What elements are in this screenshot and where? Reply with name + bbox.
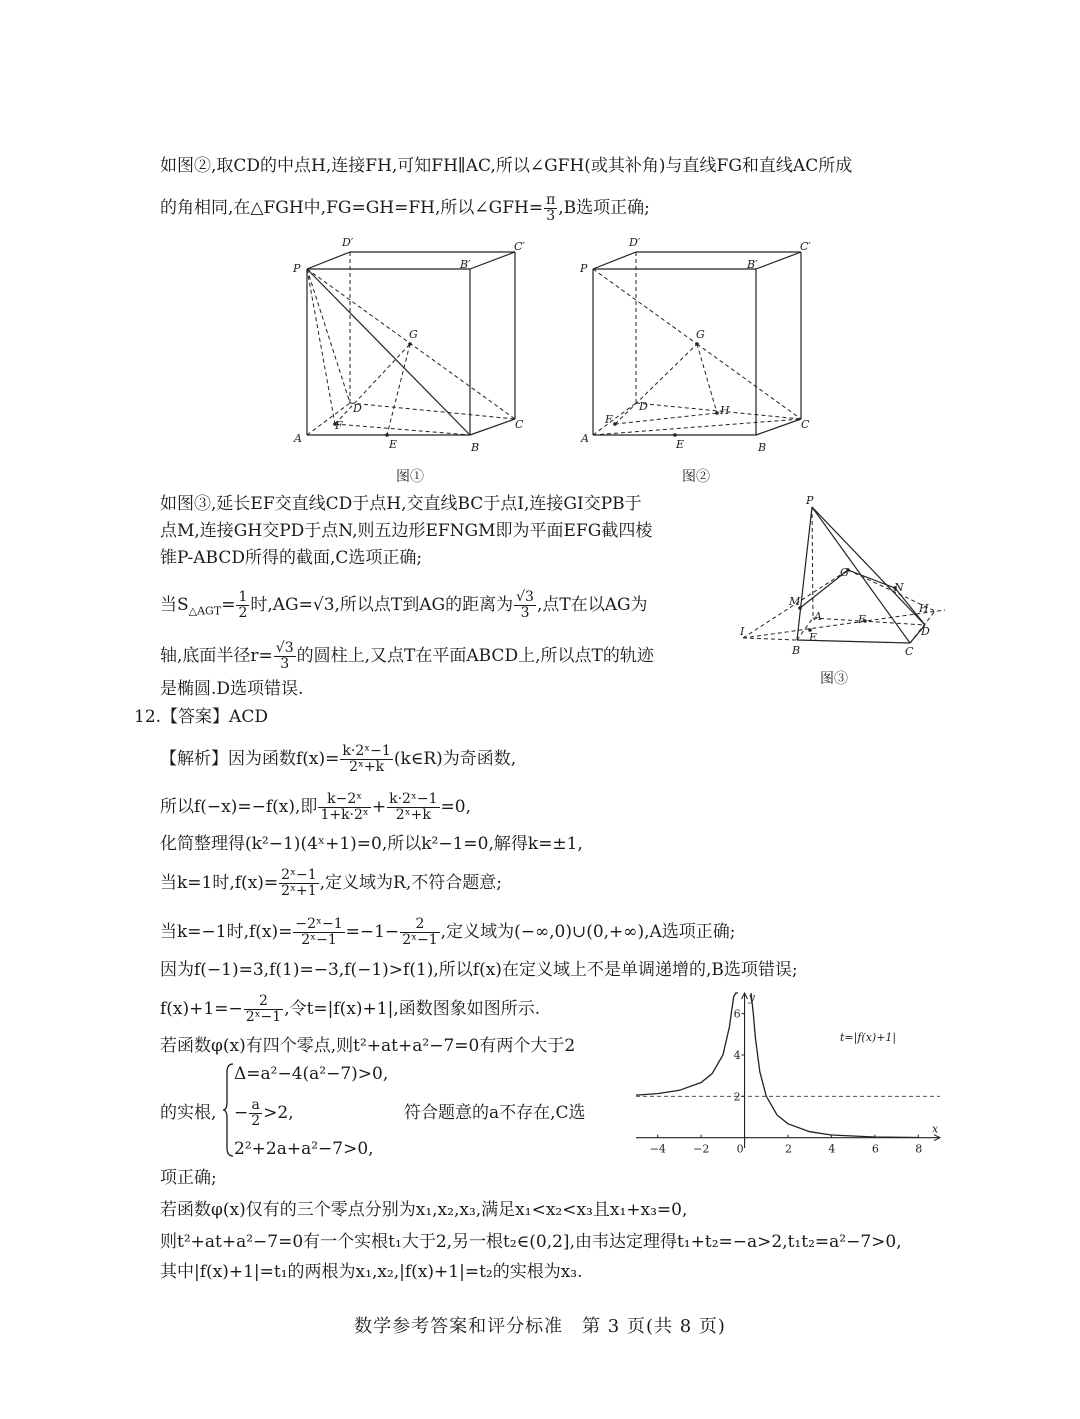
fig1-label-b1: B′ (460, 258, 471, 271)
frac-den: 2ˣ−1 (301, 932, 337, 948)
fig1-label-c: C (515, 418, 524, 431)
x-tick-label: −2 (693, 1142, 710, 1156)
fraction (244, 994, 283, 1025)
q12-line9-pre: 的实根, (160, 1103, 217, 1123)
frac-num: 1 (238, 589, 248, 605)
q12-line8: 若函数φ(x)有四个零点,则t²+at+a²−7=0有两个大于2 (160, 1036, 576, 1056)
q12-line3: 化简整理得(k²−1)(4ˣ+1)=0,所以k²−1=0,解得k=±1, (160, 834, 583, 854)
fig3-label-a: A (814, 610, 822, 623)
q12-line4 (160, 868, 502, 899)
text: 所以f(−x)=−f(x),即 (160, 797, 318, 817)
sub: △AGT (188, 604, 222, 618)
text: 因为函数f(x)= (228, 749, 340, 769)
frac-den: 2ˣ−1 (245, 1009, 282, 1025)
fig2-label-b: B (758, 441, 767, 454)
frac-den: 3 (280, 656, 290, 672)
text: ,点T在以AG为 (536, 595, 648, 615)
text: f(x)+1=− (160, 999, 243, 1019)
fig2-label-d1: D′ (629, 236, 641, 249)
frac-den: 2 (251, 1113, 261, 1129)
frac-den: 2ˣ+k (395, 807, 431, 823)
fig2-label-g: G (696, 328, 705, 341)
x-tick-label: 2 (785, 1142, 792, 1156)
fig3-label-b: B (792, 644, 801, 657)
text: >2, (263, 1103, 294, 1123)
fig2-label-h: H (720, 404, 730, 417)
fig3-label-g: G (840, 566, 849, 579)
fig1-label-g: G (409, 328, 418, 341)
fig3-label-i: I (740, 625, 745, 638)
fraction (249, 1098, 262, 1129)
fig2-label-b1: B′ (747, 258, 758, 271)
figure-3-pyramid (735, 490, 950, 665)
curve-left-branch (636, 993, 738, 1095)
chart-title: t=|f(x)+1| (840, 1031, 897, 1044)
q12-line5 (160, 917, 736, 948)
para1-line2 (160, 193, 650, 224)
frac-num: a (249, 1098, 262, 1114)
frac-num: 2ˣ−1 (281, 867, 317, 883)
text: + (371, 797, 387, 817)
fig1-label-b: B (471, 441, 480, 454)
x-tick-label: 6 (871, 1142, 879, 1156)
frac-num: −2ˣ−1 (295, 916, 343, 932)
fig1-label-d1: D′ (342, 236, 354, 249)
fig3-label-c: C (905, 645, 914, 658)
answer-tag: 【答案】 (161, 707, 230, 727)
para2-line2: 点M,连接GH交PD于点N,则五边形EFNGM即为平面EFG截四棱 (160, 521, 653, 541)
text: ,定义域为R,不符合题意; (319, 873, 502, 893)
para2-line1: 如图③,延长EF交直线CD于点H,交直线BC于点I,连接GI交PB于 (160, 494, 642, 514)
text: 轴,底面半径r= (160, 646, 273, 666)
q12-line2 (160, 792, 471, 823)
fraction (400, 917, 439, 948)
system-ineq-1: Δ=a²−4(a²−7)>0, (234, 1064, 389, 1084)
q12-line11: 若函数φ(x)仅有的三个零点分别为x₁,x₂,x₃,满足x₁<x₂<x₃且x₁+x₃=0, (160, 1200, 688, 1220)
fig3-label-f: F (858, 613, 866, 626)
q12-line12: 则t²+at+a²−7=0有一个实根t₁大于2,另一根t₂∈(0,2],由韦达定理得t₁+t₂=−a>2,t₁t₂=a²−7>0, (160, 1232, 902, 1252)
frac-den: 2ˣ+1 (281, 883, 317, 899)
y-tick-label: 4 (733, 1049, 741, 1062)
frac-num: k·2ˣ−1 (342, 743, 391, 759)
frac-num: k·2ˣ−1 (389, 791, 438, 807)
q12-line7 (160, 994, 540, 1025)
text: =0, (440, 797, 471, 817)
fraction (293, 917, 344, 948)
fig1-label-c1: C′ (514, 240, 525, 253)
para2-line3: 锥P-ABCD所得的截面,C选项正确; (160, 548, 423, 568)
x-tick-label: 4 (828, 1142, 836, 1156)
frac-den: 2ˣ−1 (402, 932, 438, 948)
x-tick-label: −4 (649, 1142, 666, 1156)
fig3-label-m: M (789, 595, 801, 608)
fig2-label-e: E (676, 438, 685, 451)
para2-line5 (160, 641, 654, 672)
q12-line13: 其中|f(x)+1|=t₁的两根为x₁,x₂,|f(x)+1|=t₂的实根为x₃. (160, 1262, 583, 1282)
system-ineq-3: 2²+2a+a²−7>0, (234, 1139, 374, 1159)
system-brace (222, 1062, 234, 1162)
system-ineq-2 (234, 1098, 294, 1129)
text: ,定义域为(−∞,0)∪(0,+∞),A选项正确; (440, 922, 736, 942)
figure-3-caption: 图③ (820, 671, 848, 687)
function-graph (630, 985, 950, 1170)
frac-num: π (546, 192, 556, 208)
y-tick-label: 2 (733, 1090, 741, 1104)
frac-num: 2 (400, 917, 439, 933)
fig2-label-p: P (580, 262, 588, 275)
fig3-label-h: H (919, 602, 929, 615)
text: − (234, 1103, 249, 1123)
fraction (274, 641, 296, 672)
fig1-label-a: A (294, 432, 302, 445)
para1-line2-text-b: ,B选项正确; (558, 198, 650, 218)
question-number: 12. (134, 707, 162, 727)
fig2-label-c1: C′ (800, 240, 811, 253)
text: 时,AG=√3,所以点T到AG的距离为 (250, 595, 514, 615)
fig1-label-e: E (389, 438, 398, 451)
fig1-label-p: P (293, 262, 301, 275)
page-footer: 数学参考答案和评分标准 第 3 页(共 8 页) (354, 1316, 726, 1337)
fraction (387, 792, 439, 823)
y-tick-label: 6 (733, 1007, 741, 1021)
q12-line10: 项正确; (160, 1168, 217, 1188)
fraction (279, 868, 318, 899)
frac-den: 3 (520, 605, 530, 621)
q12-line6: 因为f(−1)=3,f(1)=−3,f(−1)>f(1),所以f(x)在定义域上不是单调递增的,B选项错误; (160, 960, 798, 980)
figure-2-cube (575, 232, 825, 462)
q12-line1 (160, 744, 516, 775)
y-axis-label: y (748, 991, 755, 1004)
frac-num: √3 (275, 640, 294, 656)
fig2-label-a: A (581, 432, 589, 445)
text: =−1− (345, 922, 400, 942)
x-tick-label: 0 (736, 1142, 744, 1156)
text: (k∈R)为奇函数, (393, 749, 517, 769)
text: 当k=−1时,f(x)= (160, 922, 293, 942)
fig3-label-p: P (806, 494, 814, 507)
fig2-label-d: D (639, 400, 648, 413)
fig1-label-d: D (353, 402, 362, 415)
text: ,令t=|f(x)+1|,函数图象如图所示. (284, 999, 541, 1019)
q12-line9-post: 符合题意的a不存在,C选 (404, 1103, 586, 1123)
pi-over-3-fraction (544, 193, 557, 224)
fig3-label-n: N (894, 581, 904, 594)
figure-1-cube (285, 232, 535, 462)
x-tick-label: 8 (915, 1142, 923, 1156)
figure-1-caption: 图① (396, 469, 424, 485)
text: 当k=1时,f(x)= (160, 873, 279, 893)
fig2-label-c: C (801, 418, 810, 431)
answer-value: ACD (229, 707, 268, 727)
frac-num: √3 (516, 589, 534, 605)
q12-answer-line (134, 705, 268, 729)
text: 当S (160, 595, 189, 615)
para2-line4 (160, 590, 648, 621)
fig3-label-e: E (809, 631, 818, 644)
para1-line1: 如图②,取CD的中点H,连接FH,可知FH∥AC,所以∠GFH(或其补角)与直线FG和直线AC所成 (160, 156, 853, 176)
fig1-label-f: F (335, 419, 343, 432)
fig2-label-f: F (605, 413, 613, 426)
para2-line6: 是椭圆.D选项错误. (160, 679, 304, 699)
x-axis-label: x (932, 1122, 939, 1136)
fraction (514, 590, 536, 621)
para1-line2-text-a: 的角相同,在△FGH中,FG=GH=FH,所以∠GFH= (160, 198, 544, 218)
frac-num: k−2ˣ (318, 792, 370, 808)
fraction (236, 590, 249, 621)
frac-den: 2ˣ+k (349, 759, 385, 775)
text: = (221, 595, 236, 615)
fig3-label-d: D (921, 625, 930, 638)
frac-den: 2 (238, 605, 248, 621)
frac-den: 1+k·2ˣ (320, 807, 369, 823)
frac-num: 2 (244, 994, 283, 1010)
fraction (318, 792, 370, 823)
text: 的圆柱上,又点T在平面ABCD上,所以点T的轨迹 (296, 646, 654, 666)
curve-right-branch (751, 993, 918, 1138)
frac-den: 3 (546, 208, 556, 224)
analysis-tag: 【解析】 (160, 749, 228, 769)
figure-2-caption: 图② (682, 469, 710, 485)
fraction (340, 744, 392, 775)
